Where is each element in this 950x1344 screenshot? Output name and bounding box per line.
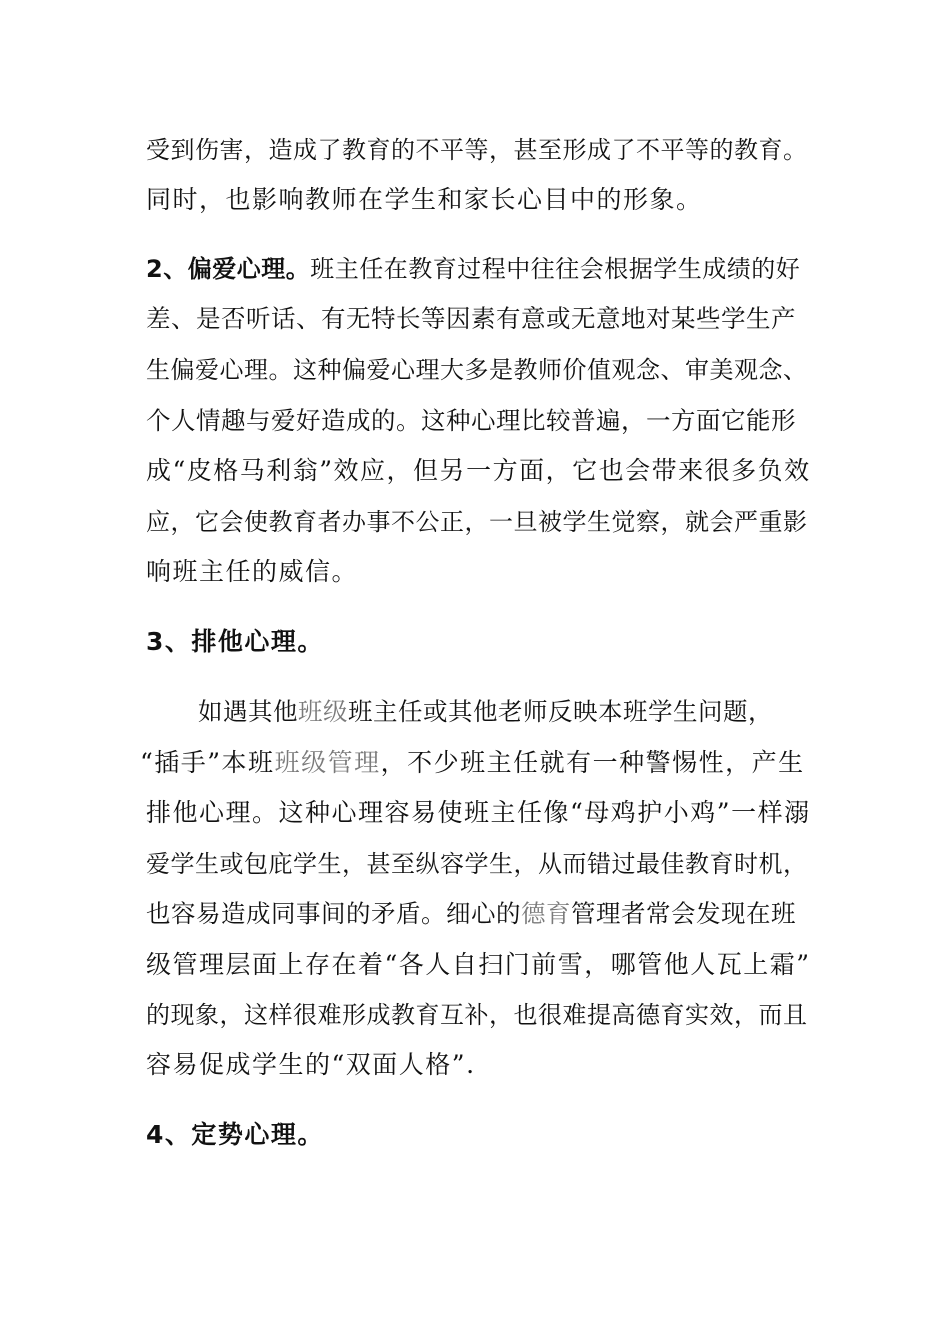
section-3-text: ，不少班主任就有一种警惕性，产生 (380, 748, 805, 777)
section-2-line-2: 差、是否听话、有无特长等因素有意或无意地对某些学生产 (146, 304, 796, 333)
section-3-line-8: 容易促成学生的“双面人格”. (146, 1050, 476, 1079)
section-3-text: 班主任或其他老师反映本班学生问题， (348, 697, 773, 726)
section-3-line-4: 爱学生或包庇学生，甚至纵容学生，从而错过最佳教育时机， (146, 850, 808, 878)
section-2-line-5: 成“皮格马利翁”效应，但另一方面，它也会带来很多负效 (146, 456, 811, 485)
section-3-line-1 (198, 690, 798, 734)
section-3-line-7: 的现象，这样很难形成教育互补，也很难提高德育实效，而且 (146, 1001, 808, 1029)
section-2-line-6: 应，它会使教育者办事不公正，一旦被学生觉察，就会严重影 (146, 508, 808, 536)
section-3-line-2 (140, 741, 804, 785)
link-banji[interactable]: 班级 (298, 697, 348, 726)
section-3-heading: 3、排他心理。 (146, 627, 324, 656)
section-4-heading: 4、定势心理。 (146, 1120, 324, 1149)
section-2-heading: 2、偏爱心理。 (146, 255, 311, 283)
section-3-line-5 (146, 892, 810, 936)
section-3-text: “插手”本班 (140, 748, 275, 777)
section-3-text: 如遇其他 (198, 697, 298, 726)
section-2-line-1 (146, 247, 810, 291)
link-banji-guanli[interactable]: 班级管理 (274, 748, 381, 777)
section-3-line-6: 级管理层面上存在着“各人自扫门前雪，哪管他人瓦上霜” (146, 950, 811, 979)
section-2-text: 班主任在教育过程中往往会根据学生成绩的好 (310, 255, 801, 283)
section-2-line-3: 生偏爱心理。这种偏爱心理大多是教师价值观念、审美观念、 (146, 356, 808, 384)
intro-line-1: 受到伤害，造成了教育的不平等，甚至形成了不平等的教育。 (146, 136, 808, 164)
section-3-text: 管理者常会发现在班 (571, 899, 796, 928)
section-3-line-3: 排他心理。这种心理容易使班主任像“母鸡护小鸡”一样溺 (146, 798, 811, 827)
section-3-text: 也容易造成同事间的矛盾。细心的 (146, 899, 521, 928)
link-deyu[interactable]: 德育 (521, 899, 571, 928)
section-2-line-4: 个人情趣与爱好造成的。这种心理比较普遍，一方面它能形 (146, 406, 796, 435)
section-2-line-7: 响班主任的威信。 (146, 557, 359, 586)
intro-line-2: 同时，也影响教师在学生和家长心目中的形象。 (146, 185, 703, 214)
